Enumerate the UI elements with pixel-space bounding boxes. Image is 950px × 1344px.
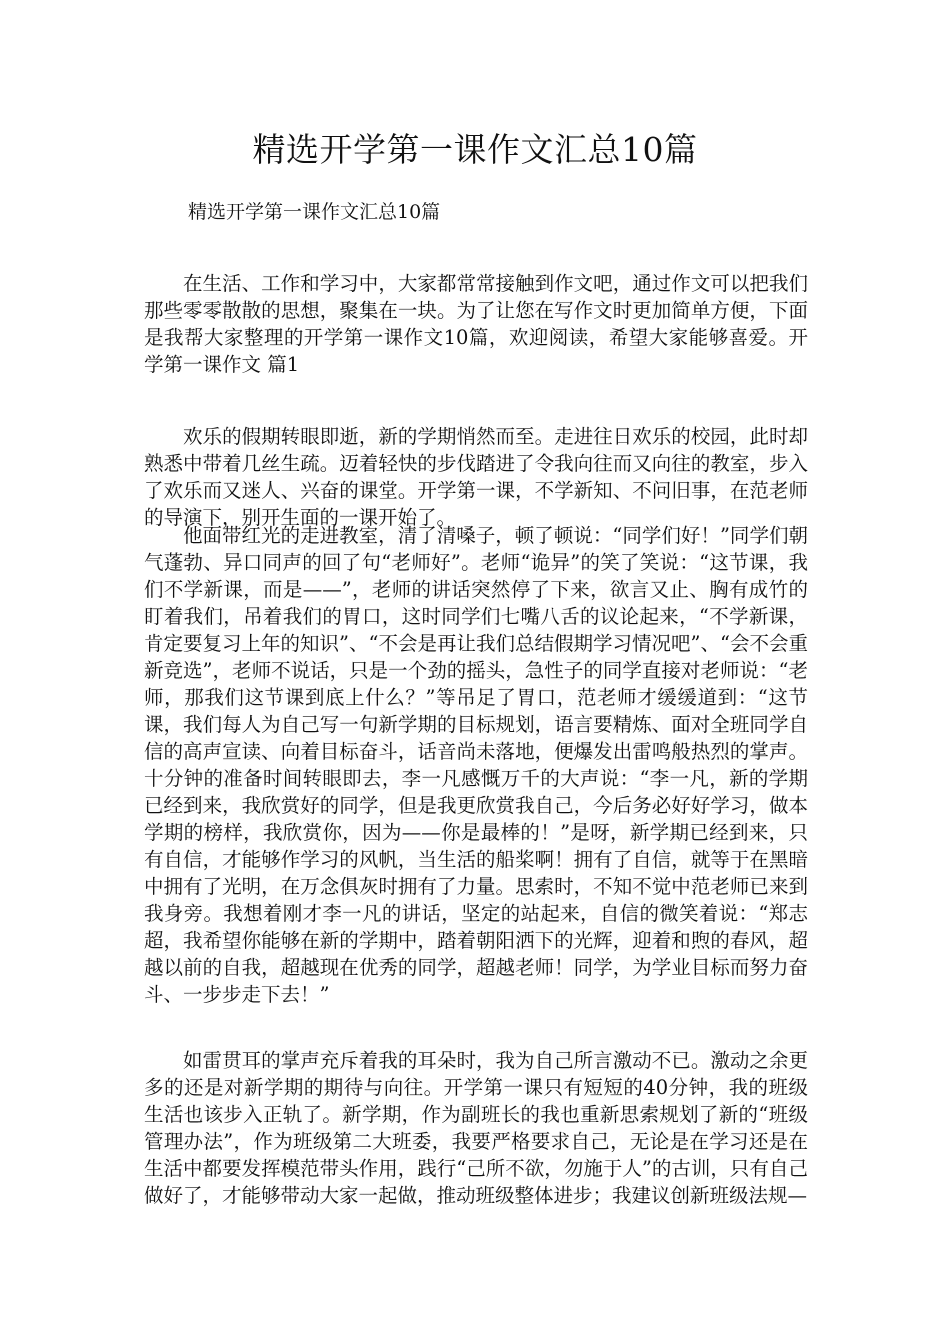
- intro-paragraph: 在生活、工作和学习中，大家都常常接触到作文吧，通过作文可以把我们那些零零散散的思想，聚集在一块。为了让您在写作文时更加简单方便，下面是我帮大家整理的开学第一课作文10篇，欢迎阅读，希望大家能够喜爱。开学第一课作文 篇1: [144, 272, 808, 376]
- document-title: 精选开学第一课作文汇总10篇: [252, 130, 698, 169]
- document-subtitle: 精选开学第一课作文汇总10篇: [188, 201, 441, 223]
- body-paragraph-2: 他面带红光的走进教室，清了清嗓子，顿了顿说：“同学们好！”同学们朝气蓬勃、异口同声的回了句“老师好”。老师“诡异”的笑了笑说：“这节课，我们不学新课，而是——”，老师的讲话突然停了下来，欲言又止、胸有成竹的盯着我们，吊着我们的胃口，这时同学们七嘴八舌的议论起来，“不学新课，肯定要复习上年的知识”、“不会是再让我们总结假期学习情况吧”、“会不会重新竞选”，老师不说话，只是一个劲的摇头，急性子的同学直接对老师说：“老师，那我们这节课到底上什么？”等吊足了胃口，范老师才缓缓道到：“这节课，我们每人为自己写一句新学期的目标规划，语言要精炼、面对全班同学自信的高声宣读、向着目标奋斗，话音尚未落地，便爆发出雷鸣般热烈的掌声。十分钟的准备时间转眼即去，李一凡感慨万千的大声说：“李一凡，新的学期已经到来，我欣赏好的同学，但是我更欣赏我自己，今后务必好好学习，做本学期的榜样，我欣赏你，因为——你是最棒的！”是呀，新学期已经到来，只有自信，才能够作学习的风帆，当生活的船桨啊！拥有了自信，就等于在黑暗中拥有了光明，在万念俱灰时拥有了力量。思索时，不知不觉中范老师已来到我身旁。我想着刚才李一凡的讲话，坚定的站起来，自信的微笑着说：“郑志超，我希望你能够在新的学期中，踏着朝阳洒下的光辉，迎着和煦的春风，超越以前的自我，超越现在优秀的同学，超越老师！同学，为学业目标而努力奋斗、一步步走下去！”: [144, 524, 808, 1006]
- body-paragraph-1: 欢乐的假期转眼即逝，新的学期悄然而至。走进往日欢乐的校园，此时却熟悉中带着几丝生疏。迈着轻快的步伐踏进了令我向往而又向往的教室，步入了欢乐而又迷人、兴奋的课堂。开学第一课，不学新知、不问旧事，在范老师的导演下，别开生面的一课开始了。: [144, 425, 808, 529]
- body-paragraph-3: 如雷贯耳的掌声充斥着我的耳朵时，我为自己所言激动不已。激动之余更多的还是对新学期的期待与向往。开学第一课只有短短的40分钟，我的班级生活也该步入正轨了。新学期，作为副班长的我也重新思索规划了新的“班级管理办法”，作为班级第二大班委，我要严格要求自己，无论是在学习还是在生活中都要发挥模范带头作用，践行“己所不欲，勿施于人”的古训，只有自己做好了，才能够带动大家一起做，推动班级整体进步；我建议创新班级法规—: [144, 1049, 808, 1207]
